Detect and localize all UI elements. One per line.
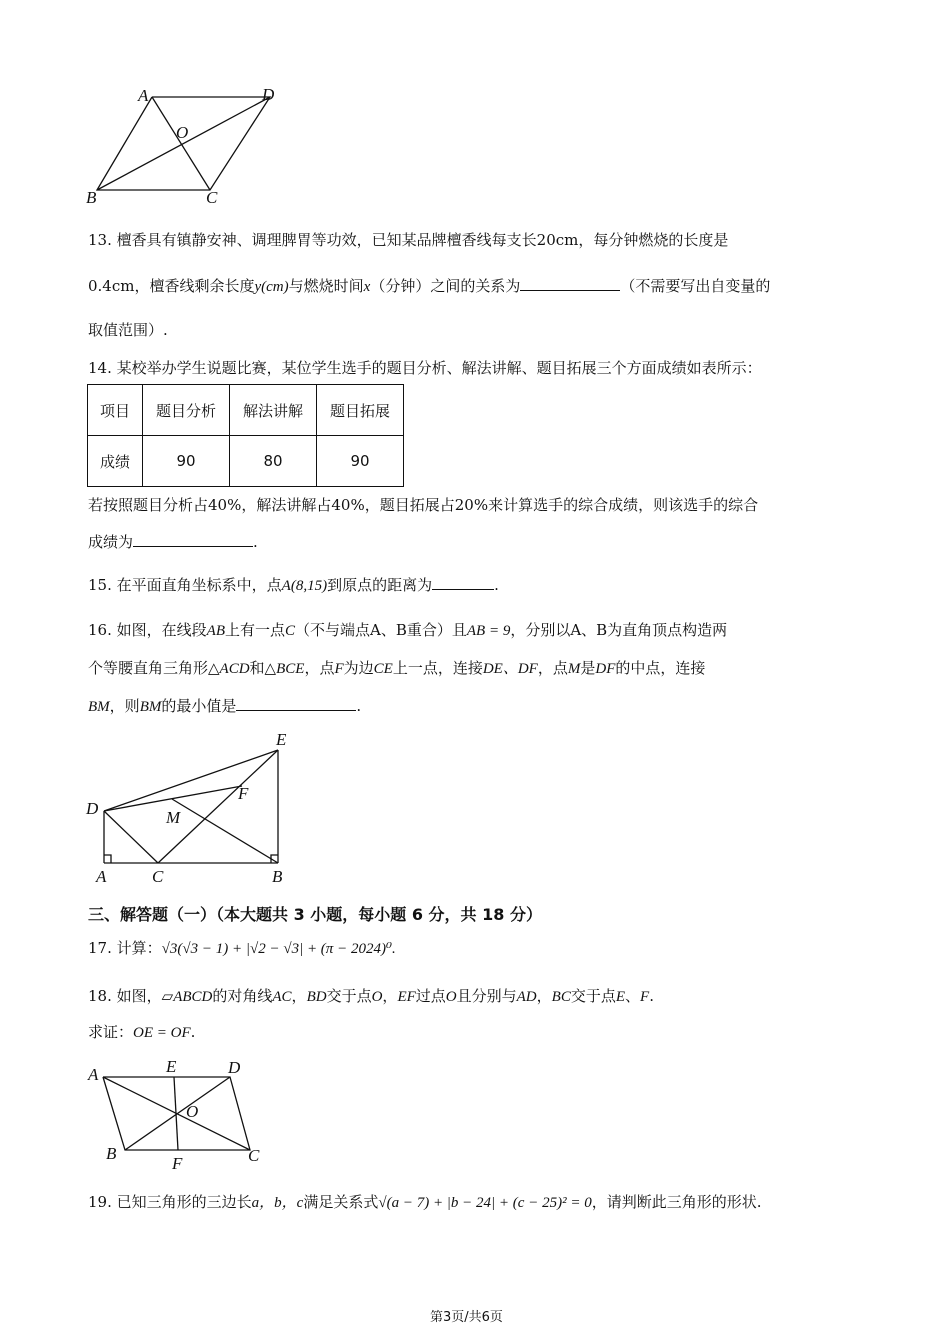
q16-t12: 的中点，连接 <box>615 659 706 677</box>
label-f: F <box>238 784 249 803</box>
label-b: B <box>106 1144 117 1163</box>
q18-bc: BC <box>551 989 571 1005</box>
q19-number: 19. <box>88 1193 112 1211</box>
q14-text-b: ，解法讲解占 <box>241 496 332 514</box>
label-f: F <box>172 1154 183 1173</box>
label-a: A <box>88 1065 99 1084</box>
q13-text1b: ，每分钟燃烧的长度是 <box>578 231 729 249</box>
q16-t2: 上有一点 <box>224 621 285 639</box>
q19-text-c: ，请判断此三角形的形状. <box>591 1193 762 1211</box>
q16-line2 <box>88 658 705 679</box>
q18-abcd: ▱ABCD <box>161 989 213 1005</box>
q19-expression: √(a − 7) + |b − 24| + (c − 25)² = 0 <box>378 1195 592 1211</box>
q16-t3: （不与端点A、B重合）且 <box>295 621 467 639</box>
q18-t11: . <box>649 987 654 1005</box>
q19-vars: a，b，c <box>251 1195 304 1211</box>
q18-ac: AC <box>272 989 292 1005</box>
q16-t4: ，分别以A、B为直角顶点构造两 <box>510 621 728 639</box>
q13-text2a: ，檀香线剩余长度 <box>134 277 255 295</box>
q17-number: 17. <box>88 939 112 957</box>
q17-text: 计算： <box>116 939 162 957</box>
q14-line1 <box>88 358 762 378</box>
q16-de: DE、DF <box>482 661 538 677</box>
page-footer: 第3页/共6页 <box>430 1310 503 1325</box>
q16-f: F <box>334 661 344 677</box>
q16-df: DF <box>595 661 616 677</box>
label-c: C <box>248 1146 260 1165</box>
table-cell: 80 <box>230 436 317 487</box>
q16-number: 16. <box>88 621 112 639</box>
q13-rate: 0.4cm <box>88 277 135 295</box>
q16-answer-blank[interactable] <box>236 696 356 711</box>
right-angle-a <box>104 855 111 863</box>
table-cell: 成绩 <box>88 436 143 487</box>
q19-text-a: 已知三角形的三边长 <box>116 1193 252 1211</box>
q14-text-a: 若按照题目分析占 <box>88 496 209 514</box>
q16-t5: 个等腰直角三角形△ <box>88 659 220 677</box>
q18-ef: EF <box>397 989 416 1005</box>
segment-de <box>104 750 278 811</box>
figure-q16-svg <box>80 728 310 888</box>
q14-line2 <box>88 495 758 515</box>
q15-text-a: 在平面直角坐标系中，点 <box>116 576 282 594</box>
label-b: B <box>272 867 283 886</box>
q13-text2b: 与燃烧时间 <box>288 277 364 295</box>
q13-line2 <box>88 276 770 297</box>
q16-c: C <box>285 623 296 639</box>
q15-point: A(8,15) <box>281 578 328 594</box>
q16-t1: 如图，在线段 <box>116 621 207 639</box>
q17-expression: √3(√3 − 1) + |√2 − √3| + (π − 2024)⁰. <box>161 941 396 957</box>
figure-parallelogram-q18 <box>80 1054 280 1174</box>
score-table <box>87 384 404 487</box>
table-header-cell: 题目分析 <box>143 385 230 436</box>
q16-ce: CE <box>373 661 393 677</box>
q16-m: M <box>567 661 581 677</box>
q14-text-c: ，题目拓展占 <box>364 496 455 514</box>
table-header-cell: 题目拓展 <box>317 385 404 436</box>
table-header-cell: 项目 <box>88 385 143 436</box>
q18-number: 18. <box>88 987 112 1005</box>
q16-ab9: AB = 9 <box>466 623 511 639</box>
q18-e: E <box>615 989 626 1005</box>
q13-text2c: （分钟）之间的关系为 <box>370 277 521 295</box>
q14-answer-blank[interactable] <box>133 532 253 547</box>
segment-dc <box>104 811 158 863</box>
segment-ce <box>158 750 278 863</box>
q18-t13: . <box>190 1023 196 1041</box>
label-d: D <box>228 1058 241 1077</box>
q16-t11: 是 <box>580 659 596 677</box>
q13-answer-blank[interactable] <box>520 276 620 291</box>
q18-t6: 过点 <box>415 987 446 1005</box>
q18-t4: 交于点 <box>326 987 372 1005</box>
q18-line1 <box>88 986 654 1007</box>
segment-mb <box>172 799 278 863</box>
q18-t10: 、 <box>625 987 641 1005</box>
label-m: M <box>166 808 181 827</box>
q18-t3: ， <box>291 987 307 1005</box>
q13-text1: 檀香具有镇静安神、调理脾胃等功效，已知某品牌檀香线每支长 <box>116 231 537 249</box>
q16-t14: 的最小值是 <box>161 697 237 715</box>
q18-line2 <box>88 1022 195 1043</box>
section-heading: 三、解答题（一）（本大题共 3 小题，每小题 6 分，共 18 分） <box>88 905 542 924</box>
label-o: O <box>186 1102 199 1121</box>
q16-bce: BCE <box>276 661 305 677</box>
label-a: A <box>138 86 149 105</box>
label-o: O <box>176 123 189 142</box>
q17-line <box>88 938 396 959</box>
q18-o: O <box>371 989 383 1005</box>
q18-claim: OE = OF <box>133 1025 191 1041</box>
q14-text: 某校举办学生说题比赛，某位学生选手的题目分析、解法讲解、题目拓展三个方面成绩如表所示： <box>116 359 762 377</box>
q14-percent1: 40% <box>208 496 242 514</box>
q16-t8: 为边 <box>343 659 374 677</box>
q16-ab: AB <box>206 623 225 639</box>
label-a: A <box>96 867 107 886</box>
q16-bm2: BM <box>139 699 162 715</box>
q14-text-e: 成绩为 <box>88 533 134 551</box>
label-d: D <box>86 799 99 818</box>
q16-line1 <box>88 620 727 641</box>
q16-t10: ，点 <box>537 659 568 677</box>
q15-text-b: 到原点的距离为 <box>327 576 433 594</box>
label-e: E <box>276 730 287 749</box>
q18-f: F <box>640 989 650 1005</box>
q16-line3: BM，则BM的最小值是 . <box>88 697 362 715</box>
q13-xvar: x <box>363 279 371 295</box>
q14-table <box>87 384 404 487</box>
q15-number: 15. <box>88 576 112 594</box>
q15-line: 15. 在平面直角坐标系中，点A(8,15)到原点的距离为 . <box>88 576 499 594</box>
table-cell: 90 <box>143 436 230 487</box>
q14-text-d: 来计算选手的综合成绩，则该选手的综合 <box>488 496 759 514</box>
q18-t5: ， <box>382 987 398 1005</box>
table-row <box>88 385 404 436</box>
q13-line1 <box>88 230 728 250</box>
label-e: E <box>166 1057 177 1076</box>
q13-number: 13. <box>88 231 112 249</box>
q16-t9: 上一点，连接 <box>392 659 483 677</box>
table-row <box>88 436 404 487</box>
q18-o2: O <box>445 989 457 1005</box>
diagonal-ac <box>152 97 210 190</box>
q16-t13: ，则 <box>109 697 140 715</box>
figure-q12-svg <box>80 80 290 210</box>
label-d: D <box>262 85 275 104</box>
q18-t7: 且分别与 <box>456 987 517 1005</box>
q13-length: 20cm <box>536 231 579 249</box>
q19-text-b: 满足关系式 <box>303 1193 379 1211</box>
q19-line <box>88 1192 761 1213</box>
q14-number: 14. <box>88 359 112 377</box>
table-header-cell: 解法讲解 <box>230 385 317 436</box>
label-b: B <box>86 188 97 207</box>
q13-yvar: y(cm) <box>254 279 289 295</box>
q18-t9: 交于点 <box>570 987 616 1005</box>
label-c: C <box>206 188 218 207</box>
q18-t12: 求证： <box>88 1023 134 1041</box>
q18-t2: 的对角线 <box>212 987 273 1005</box>
q18-bd: BD <box>306 989 327 1005</box>
q14-percent2: 40% <box>331 496 365 514</box>
label-c: C <box>152 867 164 886</box>
q13-text2d: （不需要写出自变量的 <box>620 277 771 295</box>
diagonal-bd <box>97 97 270 190</box>
q13-line3: 取值范围）. <box>88 321 168 339</box>
q16-acd: ACD <box>219 661 250 677</box>
q18-ad: AD <box>516 989 537 1005</box>
figure-triangles-q16 <box>80 728 310 888</box>
q16-bm: BM <box>88 699 110 715</box>
q14-line3: 成绩为 . <box>88 533 258 551</box>
q18-t1: 如图， <box>116 987 162 1005</box>
table-cell: 90 <box>317 436 404 487</box>
q18-t8: ， <box>536 987 552 1005</box>
q14-percent3: 20% <box>454 496 489 514</box>
q15-answer-blank[interactable] <box>432 575 494 590</box>
q16-t6: 和△ <box>249 659 277 677</box>
q16-t7: ，点 <box>304 659 335 677</box>
figure-parallelogram-q12 <box>80 80 290 210</box>
